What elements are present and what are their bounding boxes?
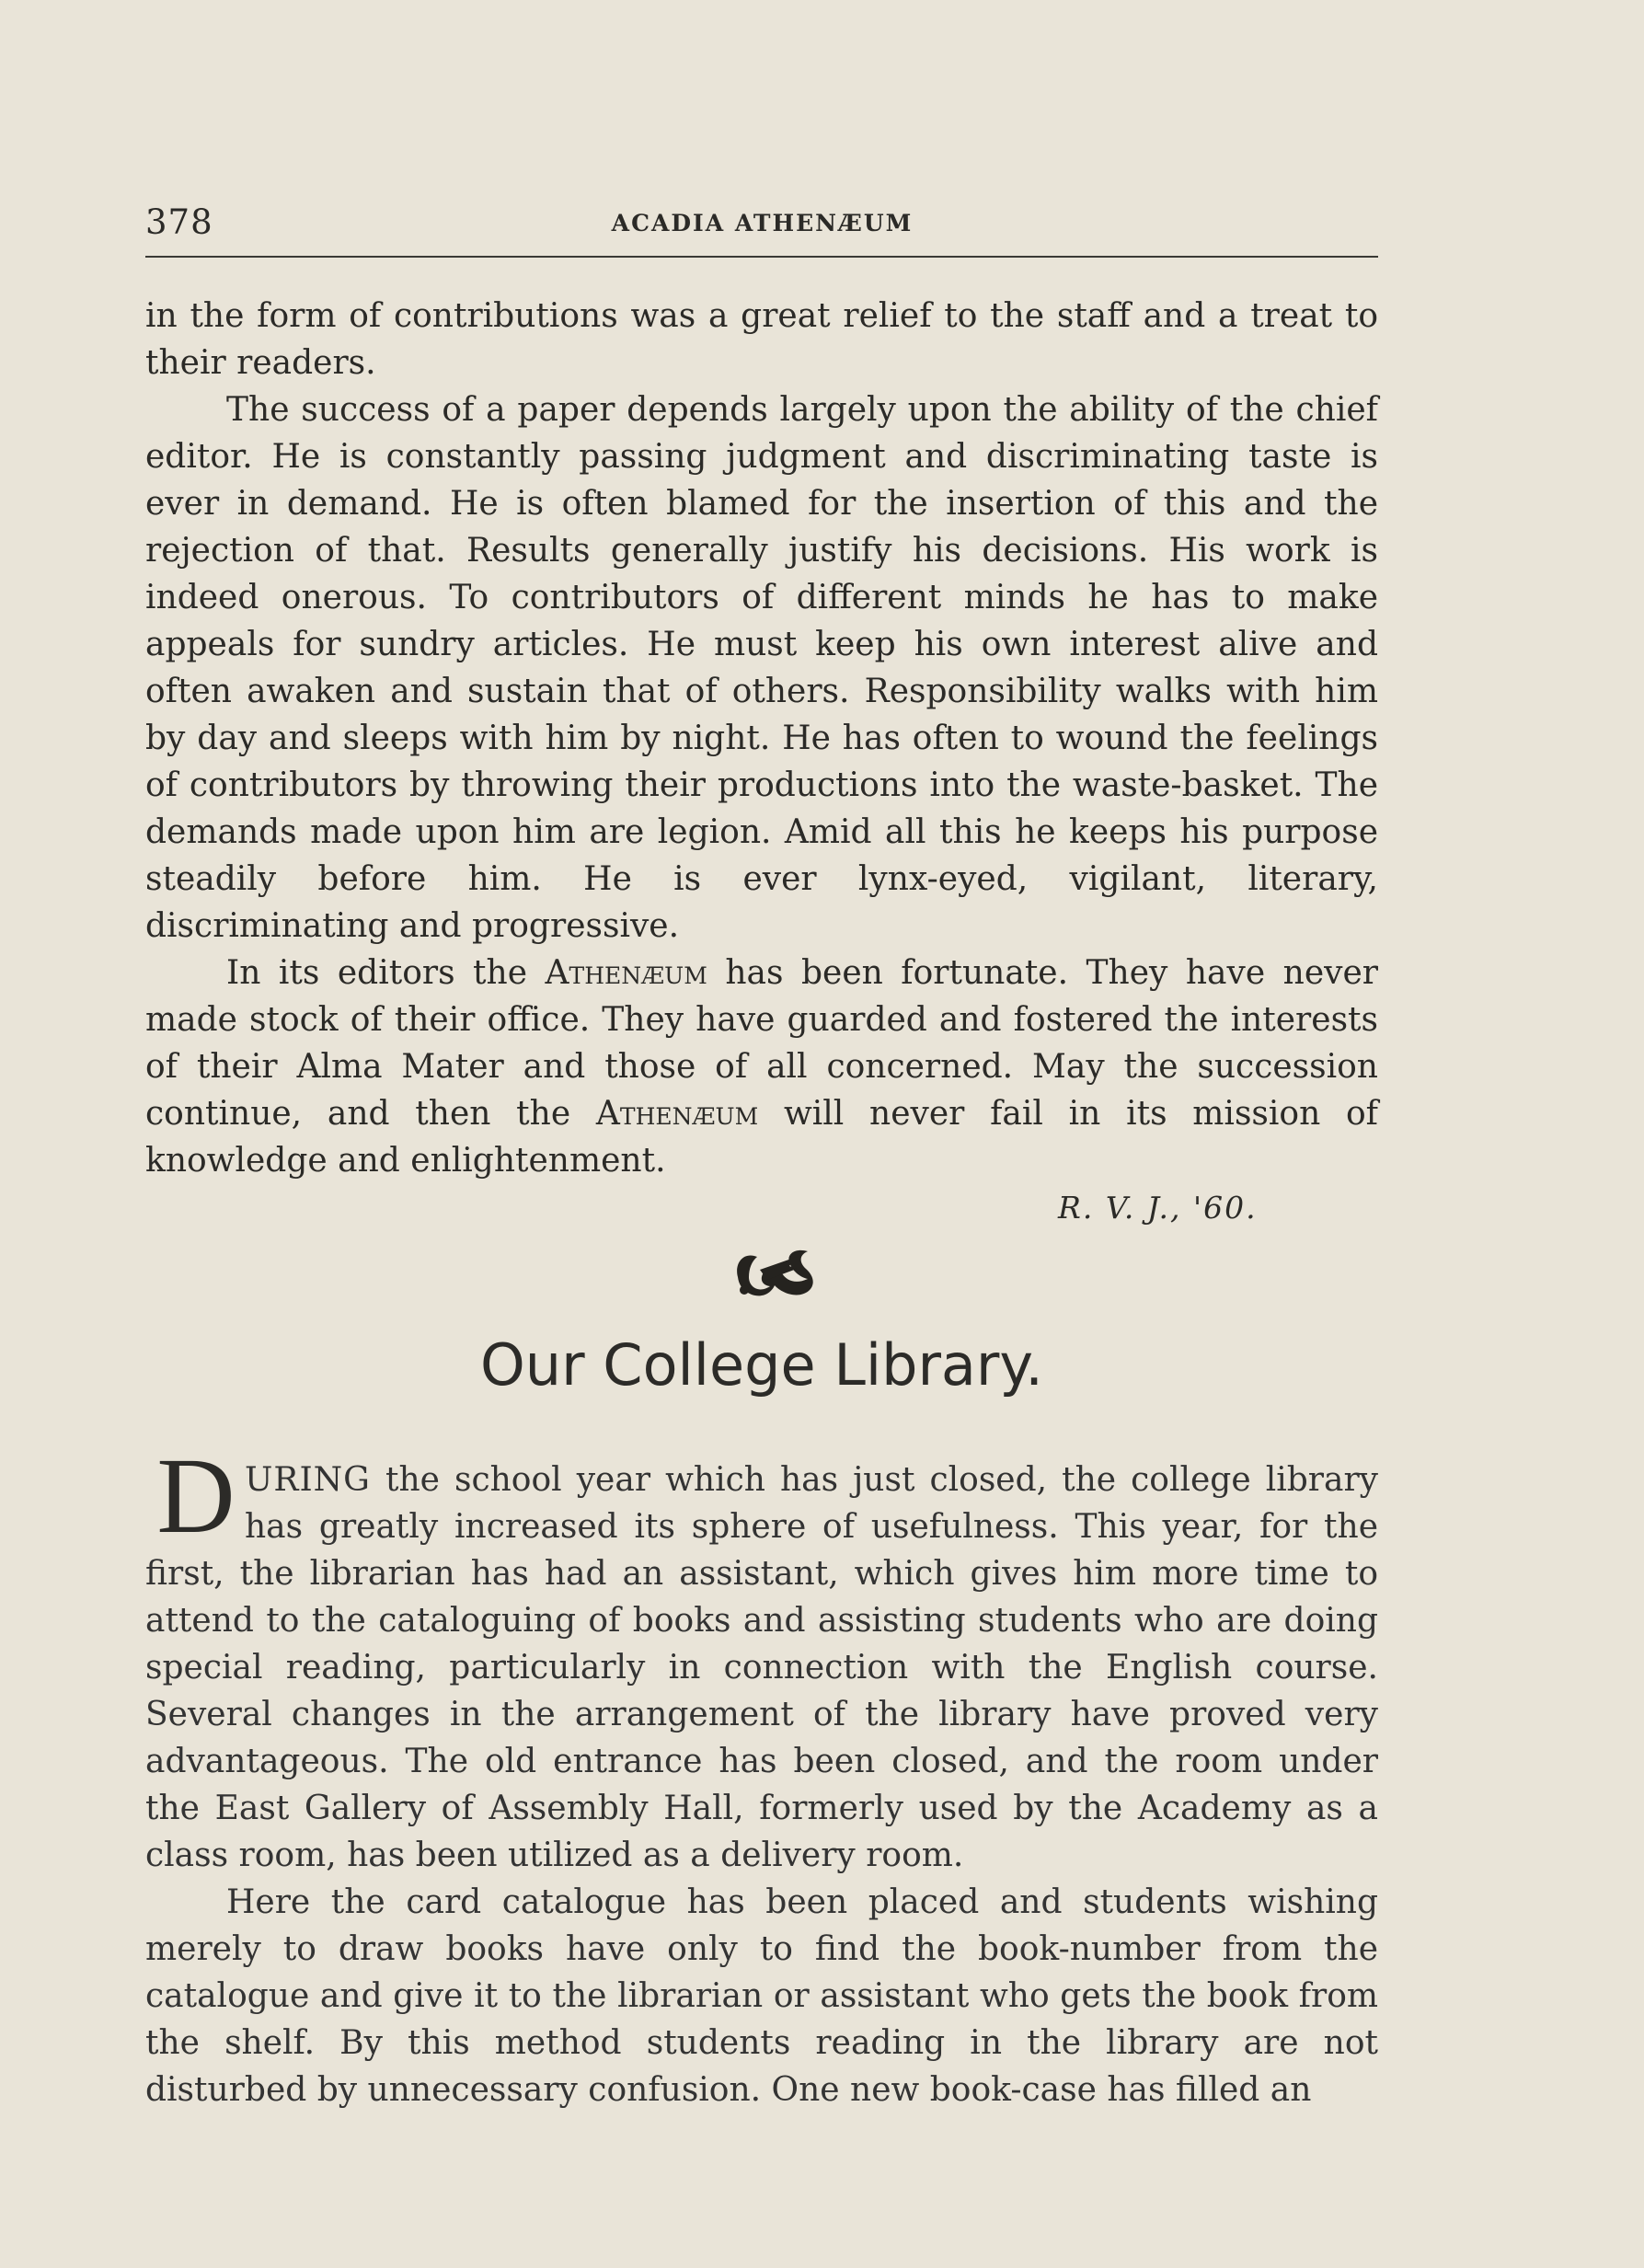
opening-caps: URING	[245, 1461, 371, 1499]
library-paragraph-catalogue: Here the card catalogue has been placed and students wishing merely to draw books have only to find the book-number from the catalogue and give it to the librarian or assistant who gets the book from the shelf. By this method students reading in the library are not disturbed by unnecessary confusion. One new book-case has filled an	[145, 1883, 1378, 2109]
drop-cap-spacer	[145, 1456, 245, 1547]
page-header	[145, 202, 1379, 250]
previous-paragraph-text-part: has been fortunate. They have never made stock of their office. They have guarded and fostered the interests of their Alma Mater and those of all concerned. May the succession continue, and then the	[145, 954, 1379, 1133]
journal-name: Athenæum	[545, 954, 707, 992]
previous-paragraph-editors	[145, 950, 1378, 1184]
library-article-text	[145, 1456, 1378, 2113]
previous-paragraph-editor: The success of a paper depends largely upon the ability of the chief editor. He is constantly passing judgment and discriminating taste is ever in demand. He is often blamed for the insertion of this and the rejection of that. Results generally justify his decisions. His work is indeed onerous. To contributors of different minds he has to make appeals for sundry articles. He must keep his own interest alive and often awaken and sustain that of others. Responsibility walks with him by day and sleeps with him by night. He has often to wound the feelings of contributors by throwing their productions into the waste-basket. The demands made upon him are legion. Amid all this he keeps his purpose steadily before him. He is ever lynx-eyed, vigilant, literary, discriminating and progressive.	[145, 391, 1378, 945]
previous-article-text	[145, 293, 1378, 1184]
opening-paragraph-rest: the school year which has just closed, the college library has greatly increased its sphere of usefulness. This year, for the first, the librarian has had an assistant, which gives him more time to attend to the cataloguing of books and assisting students who are doing special reading, particularly in connection with the English course. Several changes in the arrangement of the library have proved very advantageous. The old entrance has been closed, and the room under the East Gallery of Assembly Hall, formerly used by the Academy as a class room, has been utilized as a delivery room.	[145, 1461, 1378, 1874]
previous-paragraph-text-part: In its editors the	[226, 954, 528, 992]
article-title: Our College Library.	[480, 1331, 1043, 1399]
previous-paragraph-continuation: in the form of contributions was a great relief to the staff and a treat to their readers.	[145, 297, 1378, 382]
drop-cap: D	[156, 1435, 236, 1556]
library-paragraph-opening	[145, 1456, 1378, 1879]
running-head: ACADIA ATHENÆUM	[611, 210, 914, 236]
header-rule	[145, 256, 1378, 258]
journal-name: Athenæum	[595, 1095, 759, 1133]
previous-paragraph-text-part: will never fail in its mission of knowledge and enlightenment.	[145, 1095, 1379, 1180]
author-signature: R. V. J., '60.	[1058, 1190, 1258, 1226]
section-ornament-icon	[727, 1240, 819, 1301]
page-number: 378	[145, 202, 213, 242]
